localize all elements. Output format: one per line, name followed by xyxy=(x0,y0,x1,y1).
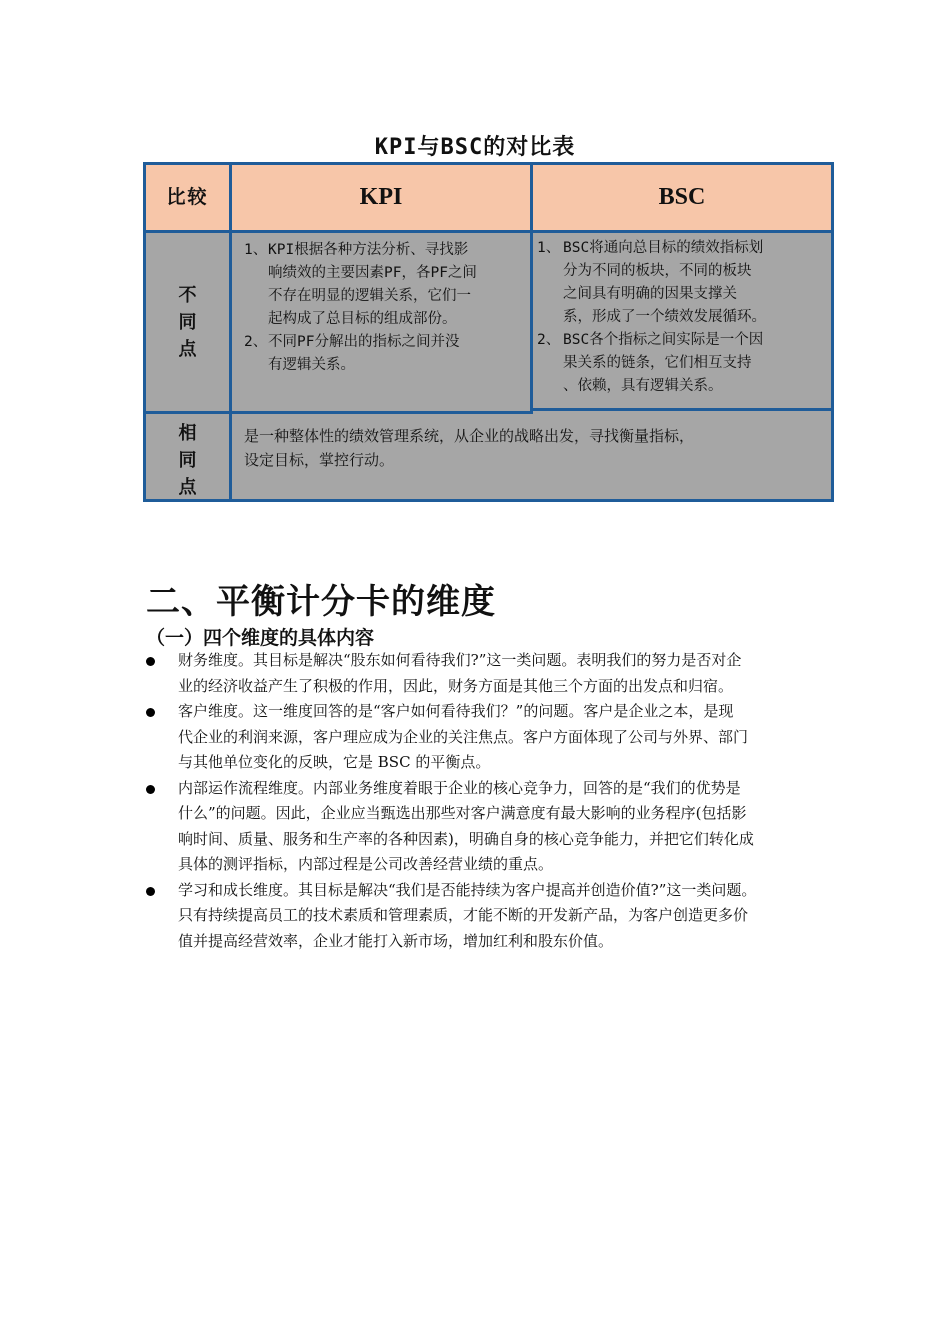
text-line: 具体的测评指标，内部过程是公司改善经营业绩的重点。 xyxy=(178,855,554,873)
text-line: 学习和成长维度。其目标是解决“我们是否能持续为客户提高并创造价值?”这一类问题。 xyxy=(178,880,757,899)
bsc-point-2 xyxy=(533,329,827,398)
text-line: 响时间、质量、服务和生产率的各种因素)，明确自身的核心竞争能力，并把它们转化成 xyxy=(178,829,754,848)
bullet-icon xyxy=(146,657,155,666)
text-line: 代企业的利润来源，客户理应成为企业的关注焦点。客户方面体现了公司与外界、部门 xyxy=(178,727,749,746)
bsc-point-1 xyxy=(533,237,827,329)
text-line: 是一种整体性的绩效管理系统，从企业的战略出发，寻找衡量指标， xyxy=(244,427,695,445)
bullet-icon xyxy=(146,887,155,896)
text-line: KPI根据各种方法分析、寻找影 xyxy=(268,242,469,258)
text-line: 与其他单位变化的反映，它是 BSC 的平衡点。 xyxy=(178,753,491,771)
dimension-list xyxy=(146,648,816,954)
header-bsc: BSC xyxy=(533,165,831,233)
list-item xyxy=(146,648,816,699)
list-item xyxy=(146,776,816,878)
text-line: 只有持续提高员工的技术素质和管理素质，才能不断的开发新产品，为客户创造更多价 xyxy=(178,906,749,924)
label-char: 同 xyxy=(178,311,197,333)
label-char: 点 xyxy=(178,338,197,360)
table-title: KPI与BSC的对比表 xyxy=(374,135,576,160)
bullet-icon xyxy=(146,708,155,717)
point-number: 2、 xyxy=(244,334,268,350)
text-line: 系，形成了一个绩效发展循环。 xyxy=(563,309,766,325)
kpi-point-2 xyxy=(232,331,533,377)
text-line: 、依赖，具有逻辑关系。 xyxy=(563,378,723,394)
section-subheading: （一）四个维度的具体内容 xyxy=(146,627,375,649)
similarities-cell xyxy=(232,414,831,499)
bsc-differences-cell xyxy=(530,233,831,411)
text-line: 不存在明显的逻辑关系，它们一 xyxy=(268,288,471,304)
list-item xyxy=(146,878,816,955)
text-line: 业的经济收益产生了积极的作用，因此，财务方面是其他三个方面的出发点和归宿。 xyxy=(178,676,734,695)
point-number: 1、 xyxy=(537,240,561,256)
text-line: 之间具有明确的因果支撑关 xyxy=(563,286,737,302)
label-char: 点 xyxy=(178,477,197,498)
text-line: BSC将通向总目标的绩效指标划 xyxy=(563,240,764,256)
text-line: 起构成了总目标的组成部份。 xyxy=(268,311,457,327)
comparison-table xyxy=(143,162,834,502)
label-char: 相 xyxy=(178,423,197,444)
text-line: 什么”的问题。因此，企业应当甄选出那些对客户满意度有最大影响的业务程序(包括影 xyxy=(178,804,747,822)
text-line: 设定目标，掌控行动。 xyxy=(244,451,395,469)
kpi-point-1 xyxy=(232,239,533,331)
row-label-differences xyxy=(146,233,232,414)
text-line: 响绩效的主要因素PF，各PF之间 xyxy=(268,265,477,281)
text-line: 财务维度。其目标是解决“股东如何看待我们?”这一类问题。表明我们的努力是否对企 xyxy=(178,651,742,669)
list-item xyxy=(146,699,816,776)
point-number: 1、 xyxy=(244,242,268,258)
label-char: 同 xyxy=(178,450,197,471)
row-label-similarities xyxy=(146,414,232,499)
label-char: 不 xyxy=(178,284,197,306)
text-line: 不同PF分解出的指标之间并没 xyxy=(268,334,460,350)
header-compare: 比较 xyxy=(146,165,232,233)
text-line: 有逻辑关系。 xyxy=(268,357,355,373)
text-line: 果关系的链条，它们相互支持 xyxy=(563,355,752,371)
section-heading: 二、平衡计分卡的维度 xyxy=(146,582,496,622)
bullet-icon xyxy=(146,785,155,794)
point-number: 2、 xyxy=(537,332,561,348)
text-line: BSC各个指标之间实际是一个因 xyxy=(563,332,764,348)
text-line: 值并提高经营效率，企业才能打入新市场，增加红利和股东价值。 xyxy=(178,931,614,950)
text-line: 客户维度。这一维度回答的是“客户如何看待我们？”的问题。客户是企业之本，是现 xyxy=(178,702,734,720)
text-line: 内部运作流程维度。内部业务维度着眼于企业的核心竞争力，回答的是“我们的优势是 xyxy=(178,778,741,797)
kpi-differences-cell xyxy=(232,233,533,414)
text-line: 分为不同的板块，不同的板块 xyxy=(563,263,752,279)
header-kpi: KPI xyxy=(232,165,533,233)
